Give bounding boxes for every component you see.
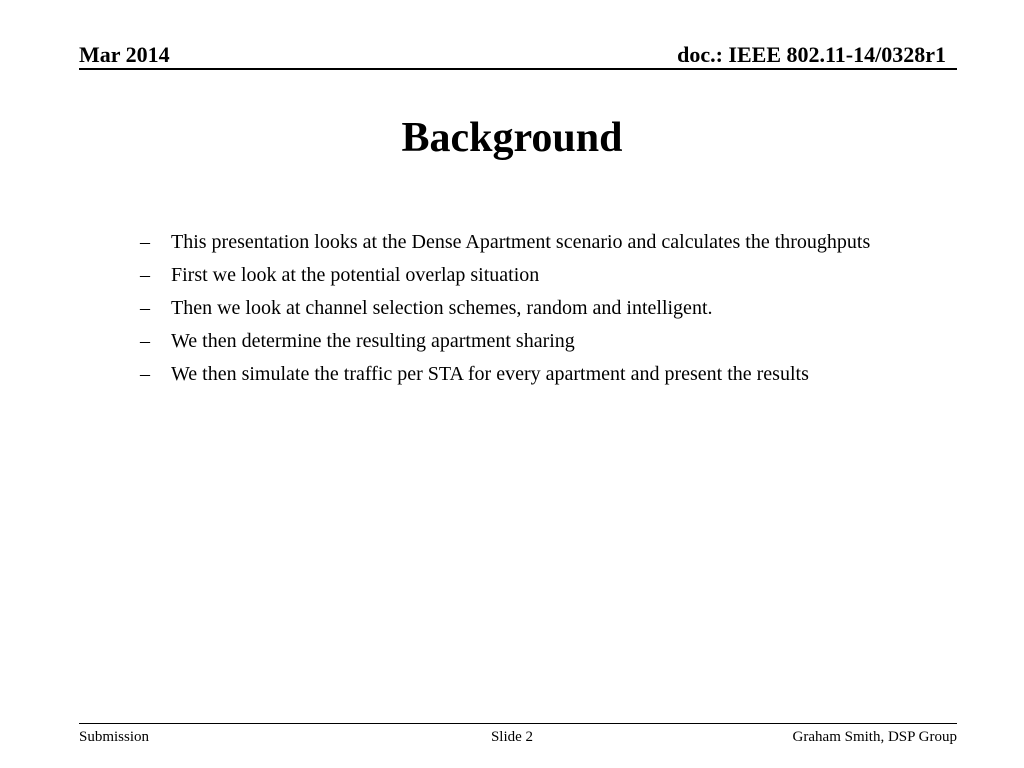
footer-author: Graham Smith, DSP Group — [792, 729, 957, 745]
bullet-text: Then we look at channel selection schemes, random and intelligent. — [171, 297, 713, 319]
bullet-text: First we look at the potential overlap situation — [171, 264, 540, 286]
bullet-item — [140, 361, 900, 388]
slide-title: Background — [401, 115, 623, 161]
dash-bullet-icon: – — [140, 330, 150, 352]
bullet-item — [140, 229, 900, 256]
footer-slide-number: Slide 2 — [490, 729, 534, 745]
footer-divider — [79, 723, 957, 724]
footer-submission: Submission — [79, 729, 150, 745]
bullet-text: We then determine the resulting apartment sharing — [171, 330, 575, 352]
bullet-text: This presentation looks at the Dense Apartment scenario and calculates the throughputs — [171, 231, 871, 253]
bullet-item — [140, 295, 900, 322]
dash-bullet-icon: – — [140, 231, 150, 253]
dash-bullet-icon: – — [140, 363, 150, 385]
dash-bullet-icon: – — [140, 297, 150, 319]
header-divider — [79, 68, 957, 70]
bullet-item — [140, 328, 900, 355]
bullet-list — [140, 229, 900, 394]
bullet-text: We then simulate the traffic per STA for every apartment and present the results — [171, 363, 809, 385]
bullet-item — [140, 262, 900, 289]
dash-bullet-icon: – — [140, 264, 150, 286]
header-date: Mar 2014 — [79, 42, 170, 67]
header-doc-id: doc.: IEEE 802.11-14/0328r1 — [677, 42, 946, 67]
